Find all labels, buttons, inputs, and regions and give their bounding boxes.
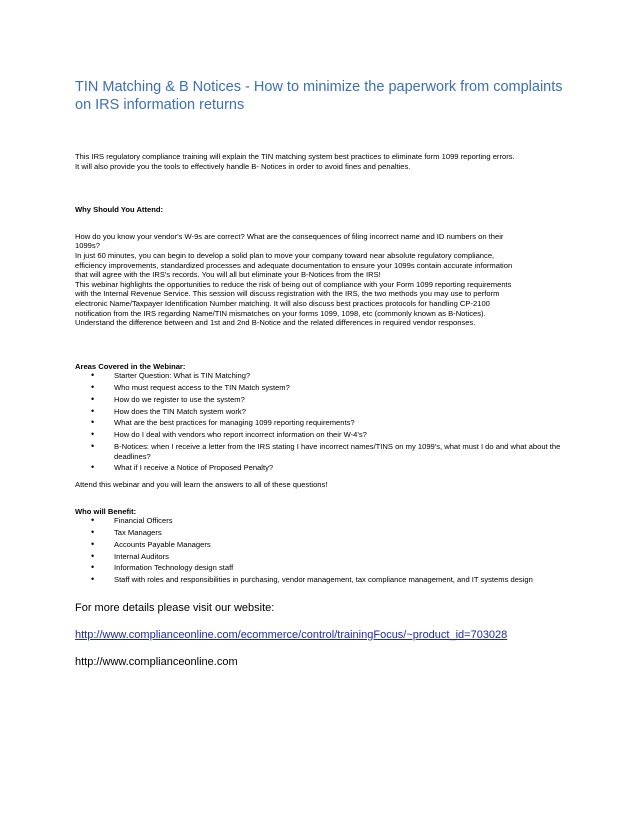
who-will-benefit-list (75, 516, 565, 585)
list-item-text: How do we register to use the system? (114, 394, 245, 404)
bullet-icon: • (91, 462, 95, 473)
bullet-icon: • (91, 574, 95, 585)
who-will-benefit-heading: Who will Benefit: (75, 506, 137, 516)
product-link[interactable]: http://www.complianceonline.com/ecommerce/control/trainingFocus/~product_id=703028 (75, 628, 508, 641)
areas-covered-list (75, 371, 565, 473)
bullet-icon: • (91, 550, 95, 561)
why-attend-body (75, 232, 565, 328)
list-item (75, 442, 565, 461)
list-item-text: Internal Auditors (114, 551, 169, 561)
list-item (75, 540, 565, 550)
list-item-text: Accounts Payable Managers (114, 539, 211, 549)
list-item-text: What are the best practices for managing 1099 reporting requirements? (114, 418, 355, 428)
why-line: efficiency improvements, standardized processes and adequate documentation to ensure your 1099s contain accurate information (75, 260, 513, 270)
bullet-icon: • (91, 382, 95, 393)
bullet-icon: • (91, 393, 95, 404)
why-line: that will agree with the IRS's records. You will all but eliminate your B-Notices from the IRS! (75, 270, 381, 280)
bullet-icon: • (91, 417, 95, 428)
document-page (75, 78, 565, 669)
list-item-text: Tax Managers (114, 527, 162, 537)
document-title: TIN Matching & B Notices - How to minimize the paperwork from complaints on IRS information returns (75, 79, 563, 113)
list-item (75, 418, 565, 428)
list-item-text: Staff with roles and responsibilities in purchasing, vendor management, tax compliance management, and IT systems design (114, 575, 533, 585)
list-item (75, 407, 565, 417)
why-line: This webinar highlights the opportunities to reduce the risk of being out of compliance with your Form 1099 reporting requirements (75, 279, 512, 289)
list-item (75, 528, 565, 538)
list-item (75, 552, 565, 562)
why-line: How do you know your vendor's W-9s are correct? What are the consequences of filing incorrect name and ID numbers on their (75, 231, 504, 241)
bullet-icon: • (91, 515, 95, 526)
bullet-icon: • (91, 441, 95, 451)
list-item (75, 463, 565, 473)
why-line: notification from the IRS regarding Name/TIN mismatches on your forms 1099, 1098, etc (commonly known as B-Notices). (75, 308, 486, 318)
bullet-icon: • (91, 429, 95, 440)
why-line: with the Internal Revenue Service. This session will discuss registration with the IRS, the two methods you may use to perform (75, 289, 500, 299)
list-item-text: B-Notices: when I receive a letter from the IRS stating I have incorrect names/TINS on my 1099's, what must I do and what about the deadlines? (114, 442, 561, 461)
list-item-text: What if I receive a Notice of Proposed Penalty? (114, 463, 274, 473)
bullet-icon: • (91, 405, 95, 416)
list-item (75, 563, 565, 573)
bullet-icon: • (91, 562, 95, 573)
homepage-link[interactable]: http://www.complianceonline.com (75, 655, 238, 668)
areas-covered-heading: Areas Covered in the Webinar: (75, 361, 186, 371)
intro-paragraph (75, 152, 565, 171)
list-item (75, 575, 565, 585)
bullet-icon: • (91, 370, 95, 381)
more-details-text: For more details please visit our website: (75, 601, 275, 614)
why-line: In just 60 minutes, you can begin to develop a solid plan to move your company toward near absolute regulatory compliance, (75, 250, 495, 260)
list-item-text: How does the TIN Match system work? (114, 406, 246, 416)
list-item-text: Who must request access to the TIN Match system? (114, 383, 290, 393)
list-item (75, 395, 565, 405)
why-line: 1099s? (75, 241, 100, 251)
list-item-text: Financial Officers (114, 516, 173, 526)
list-item-text: How do I deal with vendors who report incorrect information on their W-4's? (114, 430, 367, 440)
bullet-icon: • (91, 538, 95, 549)
intro-line: This IRS regulatory compliance training will explain the TIN matching system best practices to eliminate form 1099 reporting errors. (75, 152, 515, 161)
list-item-text: Starter Question: What is TIN Matching? (114, 371, 251, 381)
bullet-icon: • (91, 526, 95, 537)
list-item (75, 516, 565, 526)
list-item (75, 383, 565, 393)
list-item (75, 371, 565, 381)
attend-line: Attend this webinar and you will learn the answers to all of these questions! (75, 479, 328, 489)
list-item-text: Information Technology design staff (114, 563, 234, 573)
why-line: Understand the difference between and 1st and 2nd B-Notice and the related differences in required vendor responses. (75, 318, 476, 328)
why-line: electronic Name/Taxpayer Identification Number matching. It will also discuss best practices protocols for handling CP-2100 (75, 298, 490, 308)
list-item (75, 430, 565, 440)
why-attend-heading: Why Should You Attend: (75, 205, 164, 215)
intro-line: It will also provide you the tools to effectively handle B- Notices in order to avoid fines and penalties. (75, 161, 411, 171)
